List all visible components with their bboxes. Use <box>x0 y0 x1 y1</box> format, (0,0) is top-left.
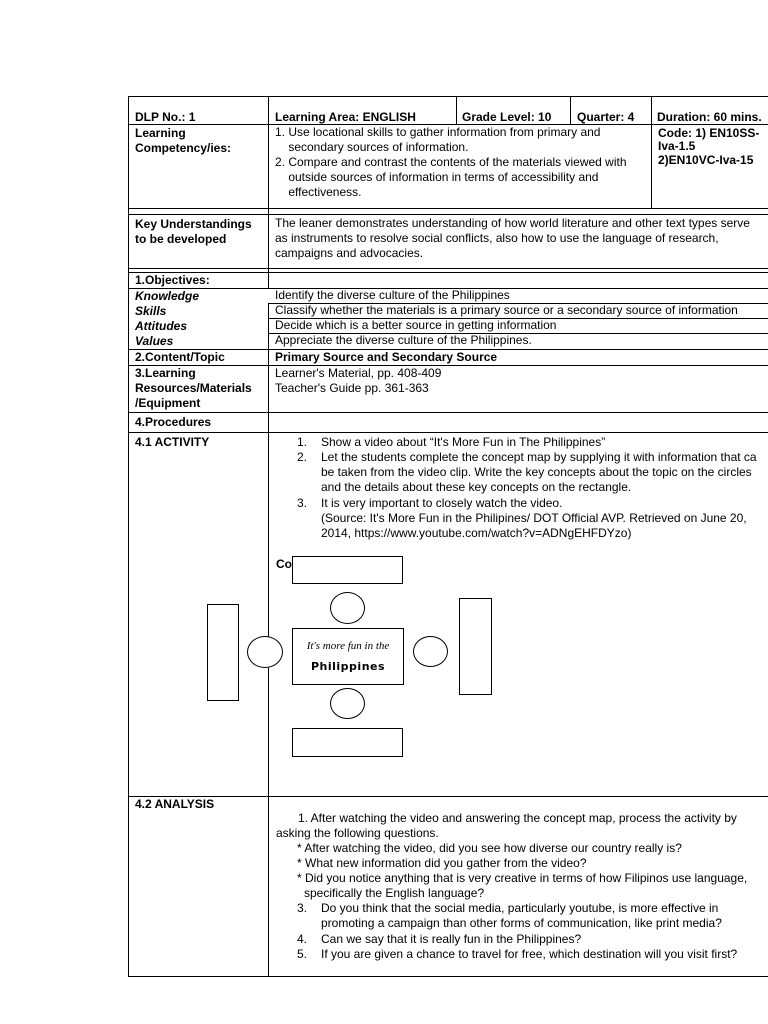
content-text: Primary Source and Secondary Source <box>275 350 498 364</box>
resource-line: Learner's Material, pp. 408-409 <box>275 366 442 380</box>
objectives-heading: 1.Objectives: <box>135 273 210 287</box>
concept-map-rect-top <box>292 556 403 584</box>
rule-competency-bottom <box>128 208 768 209</box>
objective-text-attitudes: Decide which is a better source in getting information <box>275 318 557 332</box>
competency-line: 2. Compare and contrast the contents of the materials viewed with <box>275 155 627 169</box>
activity-source-line: (Source: It's More Fun in the Philipines/ DOT Official AVP. Retrieved on June 20, <box>321 511 747 525</box>
key-understandings-label-1: Key Understandings <box>135 217 252 231</box>
activity-line: Let the students complete the concept map by supplying it with information that ca <box>321 450 757 464</box>
analysis-line: asking the following questions. <box>276 826 439 840</box>
resources-label-2: Resources/Materials <box>135 381 252 395</box>
objective-text-values: Appreciate the diverse culture of the Philippines. <box>275 333 532 347</box>
objective-label-values: Values <box>135 334 174 348</box>
analysis-question: specifically the English language? <box>304 886 485 900</box>
rule-key-understandings-bottom <box>128 268 768 269</box>
analysis-line: promoting a campaign than other forms of communication, like print media? <box>321 916 722 930</box>
competency-code: Code: 1) EN10SS- <box>658 126 760 140</box>
dlp-number: DLP No.: 1 <box>135 110 196 124</box>
grade-level: Grade Level: 10 <box>462 110 552 124</box>
concept-map-center <box>292 628 404 685</box>
analysis-number: 5. <box>297 947 308 961</box>
key-understandings-line: The leaner demonstrates understanding of how world literature and other text types serve <box>275 216 750 230</box>
concept-map-rect-right <box>459 598 492 695</box>
objective-label-knowledge: Knowledge <box>135 289 200 303</box>
analysis-line: 1. After watching the video and answering the concept map, process the activity by <box>298 811 737 825</box>
quarter: Quarter: 4 <box>577 110 635 124</box>
analysis-line: If you are given a chance to travel for free, which destination will you visit first? <box>321 947 738 961</box>
analysis-number: 4. <box>297 932 308 946</box>
analysis-question: * Did you notice anything that is very creative in terms of how Filipinos use language, <box>297 871 748 885</box>
competency-line: effectiveness. <box>275 185 362 199</box>
competency-line: outside sources of information in terms of accessibility and <box>275 170 599 184</box>
activity-number: 1. <box>297 435 308 449</box>
rule-competency-double <box>128 214 768 215</box>
competency-label-1: Learning <box>135 126 186 140</box>
key-understandings-line: as instruments to resolve social conflicts, also how to use the language of research, <box>275 231 719 245</box>
concept-map-center-line2: Philippines <box>310 660 386 673</box>
analysis-label: 4.2 ANALYSIS <box>135 797 215 811</box>
activity-number: 3. <box>297 496 308 510</box>
activity-line: and the details about these key concepts on the rectangle. <box>321 480 632 494</box>
resources-label-3: /Equipment <box>135 396 201 410</box>
rule-code-col <box>651 96 652 209</box>
concept-map-center-line1: It's more fun in the <box>306 640 390 652</box>
objective-text-knowledge: Identify the diverse culture of the Philippines <box>275 288 510 302</box>
concept-map-rect-bottom <box>292 728 403 757</box>
activity-label: 4.1 ACTIVITY <box>135 435 210 449</box>
activity-number: 2. <box>297 450 308 464</box>
objective-text-skills: Classify whether the materials is a primary source or a secondary source of information <box>275 303 738 317</box>
rule-top <box>128 96 768 97</box>
activity-line: be taken from the video clip. Write the key concepts about the topic on the circles <box>321 465 752 479</box>
analysis-question: * After watching the video, did you see how diverse our country really is? <box>297 841 682 855</box>
learning-area: Learning Area: ENGLISH <box>275 110 416 124</box>
concept-map-circle-right <box>413 636 448 667</box>
concept-map-rect-left <box>207 604 239 701</box>
key-understandings-line: campaigns and advocacies. <box>275 246 424 260</box>
key-understandings-label-2: to be developed <box>135 232 227 246</box>
analysis-number: 3. <box>297 901 308 915</box>
rule-label-col-a <box>268 96 269 289</box>
objective-label-attitudes: Attitudes <box>135 319 187 333</box>
concept-map-circle-bottom <box>330 688 365 719</box>
competency-line: 1. Use locational skills to gather information from primary and <box>275 125 601 139</box>
rule-activity <box>128 796 768 797</box>
rule-header-col-4 <box>570 96 571 125</box>
rule-key-understandings-double <box>128 272 768 273</box>
content-label: 2.Content/Topic <box>135 350 225 364</box>
duration: Duration: 60 mins. <box>657 110 762 124</box>
rule-left <box>128 96 129 977</box>
analysis-question: * What new information did you gather from the video? <box>297 856 587 870</box>
procedures-heading: 4.Procedures <box>135 415 212 429</box>
analysis-line: Can we say that it is really fun in the Philippines? <box>321 932 582 946</box>
rule-header-col-3 <box>456 96 457 125</box>
concept-map-label: Co <box>276 557 292 571</box>
resource-line: Teacher's Guide pp. 361-363 <box>275 381 429 395</box>
rule-procedures <box>128 432 768 433</box>
concept-map-circle-top <box>330 592 365 624</box>
rule-content <box>128 365 768 366</box>
activity-source-line: 2014, https://www.youtube.com/watch?v=ADNgEHFDYzo) <box>321 526 632 540</box>
concept-map-circle-left <box>247 636 283 668</box>
rule-bottom <box>128 976 768 977</box>
competency-line: secondary sources of information. <box>275 140 469 154</box>
analysis-line: Do you think that the social media, particularly youtube, is more effective in <box>321 901 719 915</box>
objective-label-skills: Skills <box>135 304 167 318</box>
activity-line: Show a video about “It's More Fun in The Philippines” <box>321 435 606 449</box>
rule-resources <box>128 412 768 413</box>
activity-line: It is very important to closely watch the video. <box>321 496 563 510</box>
resources-label-1: 3.Learning <box>135 366 196 380</box>
competency-label-2: Competency/ies: <box>135 141 232 155</box>
competency-code: Iva-1.5 <box>658 139 696 153</box>
competency-code: 2)EN10VC-Iva-15 <box>658 153 754 167</box>
